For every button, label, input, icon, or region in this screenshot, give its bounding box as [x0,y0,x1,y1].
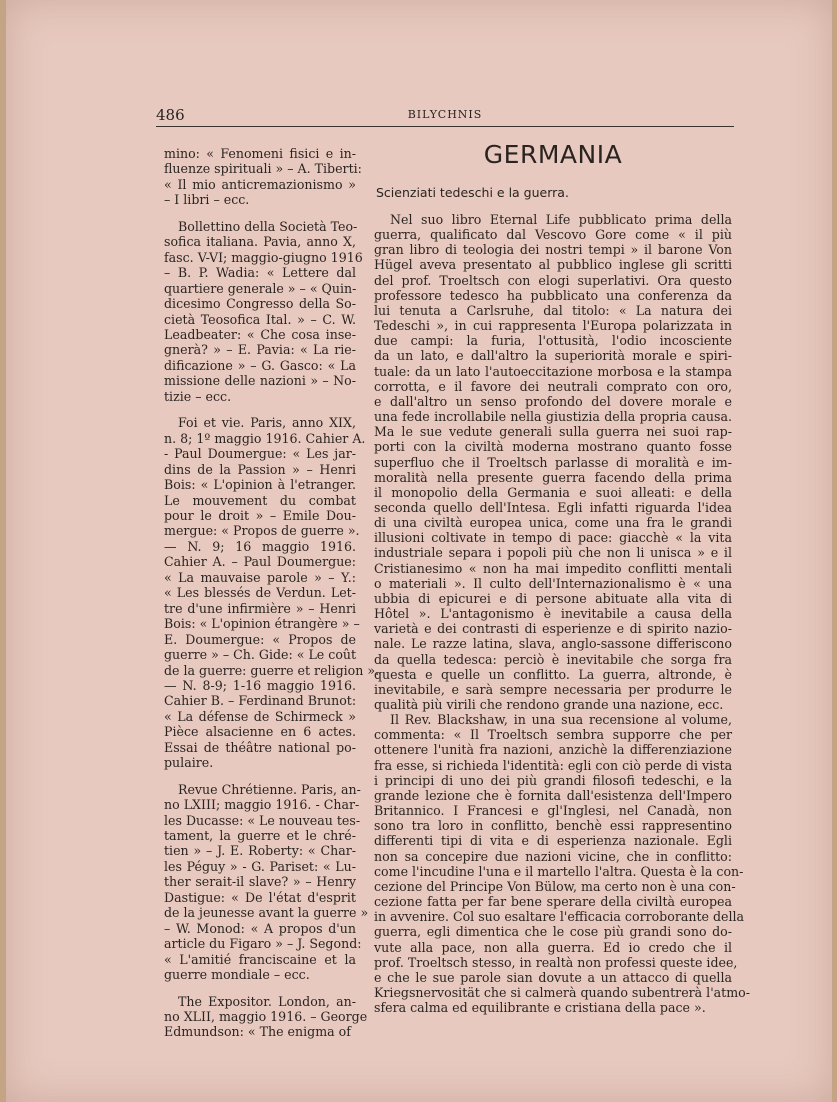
text-line: varietà e dei contrasti di esperienze e di spirito nazio- [374,621,732,637]
text-line: seconda quello dell'Intesa. Egli infatti riguarda l'idea [374,499,732,515]
text-line: pulaire. [164,755,214,771]
text-line: ubbia di epicurei e di persone abituate alla vita di [374,590,732,606]
text-line: fasc. V-VI; maggio-giugno 1916 [164,249,363,265]
text-line: sfera calma ed equilibrante e cristiana della pace ». [374,1000,706,1016]
text-line: nale. Le razze latina, slava, anglo-sassone differiscono [374,636,732,652]
article-paragraph [374,212,732,712]
text-line: tien » – J. E. Roberty: « Char- [164,843,356,859]
text-line: Edmundson: « The enigma of [164,1024,351,1040]
article-body [374,212,751,1016]
text-line: guerra, egli dimentica che le cose più grandi sono do- [374,924,732,940]
text-line: prof. Troeltsch stesso, in realtà non professi queste idee, [374,954,738,970]
text-line: industriale separa i popoli più che non li unisca » e il [374,545,732,561]
text-line: Cahier A. – Paul Doumergue: [164,554,356,570]
text-line: pour le droit » – Emile Dou- [164,507,356,523]
text-line: Nel suo libro Eternal Life pubblicato prima della [390,212,732,227]
text-line: guerre mondiale – ecc. [164,967,310,983]
text-line: una fede incrollabile nella giustizia della propria causa. [374,409,732,425]
text-line: o materiali ». Il culto dell'Internazionalismo è « una [374,575,732,591]
text-line: Ma le sue vedute generali sulla guerra nei suoi rap- [374,424,732,440]
text-line: article du Figaro » – J. Segond: [164,936,362,952]
text-line: Le mouvement du combat [164,492,356,508]
text-line: Pièce alsacienne en 6 actes. [164,724,356,740]
text-line: del prof. Troeltsch con elogi superlativi. Ora questo [374,272,732,288]
text-line: mergue: « Propos de guerre ». [164,523,360,539]
text-line: – W. Monod: « A propos d'un [164,920,356,936]
text-line: sono tra loro in conflitto, benchè essi rappresentino [374,818,732,834]
review-entry [164,218,363,404]
text-line: lui tenuta a Carlsruhe, dal titolo: « La natura dei [374,302,732,318]
text-line: — N. 9; 16 maggio 1916. [164,538,356,554]
article-paragraph [374,712,751,1016]
text-line: « La mauvaise parole » – Y.: [164,569,356,585]
text-line: cietà Teosofica Ital. » – C. W. [164,311,356,327]
text-line: dins de la Passion » – Henri [164,461,356,477]
text-line: de la jeunesse avant la guerre » [164,905,369,921]
text-line: e dall'altro un senso profondo del dovere morale e [374,393,732,409]
text-line: due campi: la furia, l'ottusità, l'odio incosciente [374,333,732,349]
right-column [374,140,751,1016]
text-line: - Paul Doumergue: « Les jar- [164,446,356,462]
text-line: come l'incudine l'una e il martello l'altra. Questa è la con- [374,863,744,879]
text-line: Bois: « L'opinion étrangère » – [164,616,360,632]
text-line: Tedeschi », in cui rappresenta l'Europa polarizzata in [374,318,732,334]
text-line: n. 8; 1º maggio 1916. Cahier A. [164,430,366,446]
text-line: tizie – ecc. [164,388,232,404]
text-line: fra esse, si richieda l'identità: egli con ciò perde di vista [374,757,733,773]
text-line: vute alla pace, non alla guerra. Ed io credo che il [374,939,732,955]
left-column [164,146,380,1051]
review-entry [164,993,368,1040]
text-line: « Les blessés de Verdun. Let- [164,585,356,601]
text-line: les Péguy » - G. Pariset: « Lu- [164,858,356,874]
text-line: porti con la civiltà moderna mostrano quanto fosse [374,439,732,455]
text-line: i principi di uno dei più grandi filosofi tedeschi, e la [374,772,732,788]
review-entry [164,781,369,983]
text-line: Leadbeater: « Che cosa inse- [164,326,356,342]
text-line: e che le sue parole sian dovute a un attacco di quella [374,969,732,985]
text-line: Hügel aveva presentato al pubblico inglese gli scritti [374,257,732,273]
text-line: Revue Chrétienne. Paris, an- [178,781,361,797]
text-line: mino: « Fenomeni fisici e in- [164,146,356,161]
text-line: « Il mio anticremazionismo » [164,176,356,192]
text-line: il monopolio della Germania e suoi alleati: e della [374,484,732,500]
text-line: da quella tedesca: perciò è inevitabile che sorga fra [374,651,732,667]
text-line: les Ducasse: « Le nouveau tes- [164,812,361,828]
text-line: tuale: da un lato l'autoeccitazione morbosa e la stampa [374,363,732,379]
text-line: inevitabile, e sarà sempre necessaria per produrre le [374,681,732,697]
text-line: qualità più virili che rendono grande una nazione, ecc. [374,697,724,712]
text-line: Cristianesimo « non ha mai impedito conflitti mentali [374,560,732,576]
text-line: de la guerre: guerre et religion ». [164,662,380,678]
text-line: superfluo che il Troeltsch parlasse di moralità e im- [374,454,732,470]
text-line: Bollettino della Società Teo- [178,218,358,234]
text-line: ther serait-il slave? » – Henry [164,874,356,890]
text-line: Kriegsnervosität che si calmerà quando subentrerà l'atmo- [374,984,751,1000]
text-line: non sa concepire due nazioni vicine, che in conflitto: [374,848,732,864]
text-line: Dastigue: « De l'état d'esprit [164,889,356,905]
page-header [156,106,734,127]
text-line: questa e quelle un conflitto. La guerra, altronde, è [374,666,732,682]
text-line: Essai de théâtre national po- [164,739,356,755]
text-line: corrotta, e il favore dei neutrali comprato con oro, [374,378,732,394]
text-line: – I libri – ecc. [164,192,250,208]
text-line: gnerà? » – E. Pavia: « La rie- [164,342,356,358]
text-line: no XLII, maggio 1916. – George [164,1009,368,1025]
text-line: cezione del Principe Von Bülow, ma certo non è una con- [374,878,736,894]
text-line: differenti tipi di vita e di esperienza nazionale. Egli [374,833,732,849]
text-line: di una civiltà europea unica, come una fra le grandi [374,515,732,531]
running-title: BILYCHNIS [407,108,483,121]
text-line: professore tedesco ha pubblicato una conferenza da [374,287,732,303]
text-line: no LXIII; maggio 1916. - Char- [164,797,360,813]
text-line: grande lezione che è fornita dall'esistenza dell'Impero [374,787,732,803]
text-line: dificazione » – G. Gasco: « La [164,357,356,373]
text-line: guerre » – Ch. Gide: « Le coût [164,647,357,663]
text-line: Hôtel ». L'antagonismo è inevitabile a causa della [374,606,732,622]
text-line: ottenere l'unità fra nazioni, anzichè la differenziazione [374,742,732,758]
text-line: dicesimo Congresso della So- [164,296,356,312]
text-line: Foi et vie. Paris, anno XIX, [178,415,356,431]
text-line: The Expositor. London, an- [178,993,356,1009]
text-line: da un lato, e dall'altro la superiorità morale e spiri- [374,348,732,364]
text-line: Cahier B. – Ferdinand Brunot: [164,693,357,709]
text-line: E. Doumergue: « Propos de [164,631,356,647]
review-entry [164,146,362,208]
page-number: 486 [156,106,185,124]
text-line: commenta: « Il Troeltsch sembra supporre che per [374,727,732,743]
review-entry [164,415,380,771]
text-line: moralità nella presente guerra facendo della prima [374,469,732,485]
text-line: cezione fatta per far bene sperare della civiltà europea [374,894,732,910]
text-line: – B. P. Wadia: « Lettere dal [164,265,356,281]
section-subtitle: Scienziati tedeschi e la guerra. [376,185,569,200]
text-line: tament, la guerre et le chré- [164,828,356,844]
section-title: GERMANIA [483,140,623,169]
text-line: « L'amitié franciscaine et la [164,951,356,967]
text-line: Il Rev. Blackshaw, in una sua recensione al volume, [390,712,732,728]
text-line: guerra, qualificato dal Vescovo Gore come « il più [374,227,732,243]
text-line: fluenze spirituali » – A. Tiberti: [164,161,362,177]
text-line: Britannico. I Francesi e gl'Inglesi, nel Canadà, non [374,803,732,819]
text-line: in avvenire. Col suo esaltare l'efficacia corroborante della [374,909,745,925]
text-line: Bois: « L'opinion à l'etranger. [164,477,356,493]
text-line: « La défense de Schirmeck » [164,708,356,724]
text-line: sofica italiana. Pavia, anno X, [164,234,356,250]
text-line: — N. 8-9; 1-16 maggio 1916. [164,677,356,693]
text-line: tre d'une infirmière » – Henri [164,600,356,616]
text-line: illusioni coltivate in tempo di pace: giacchè « la vita [374,530,732,546]
text-line: missione delle nazioni » – No- [164,373,356,389]
page [6,0,832,1102]
text-line: gran libro di teologia dei nostri tempi » il barone Von [374,242,732,258]
text-line: quartiere generale » – « Quin- [164,280,357,296]
